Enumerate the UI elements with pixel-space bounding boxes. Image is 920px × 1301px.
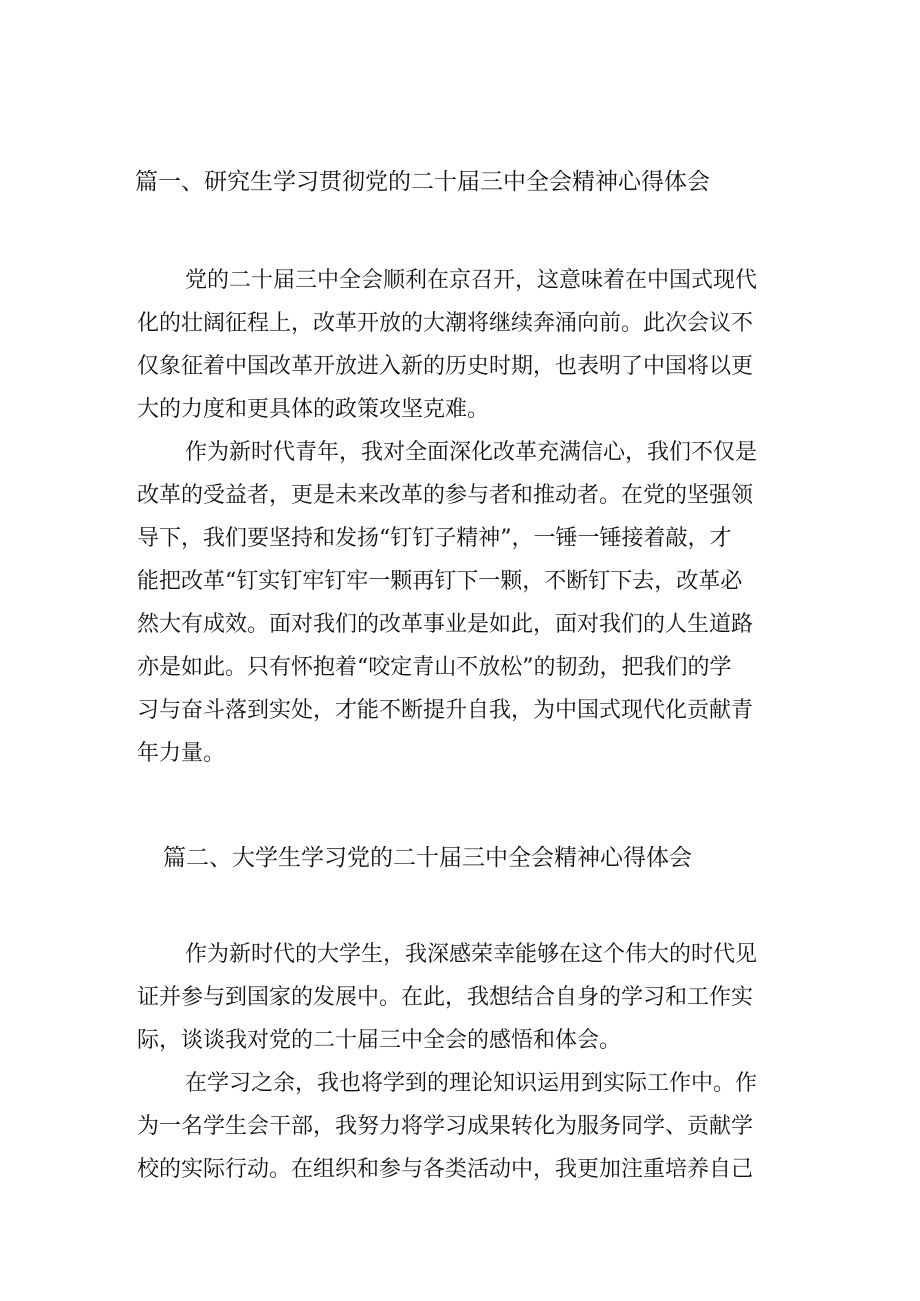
section-1-line: 大的力度和更具体的政策攻坚克难。 xyxy=(137,397,490,422)
section-2-line: 在学习之余，我也将学到的理论知识运用到实际工作中。作 xyxy=(185,1071,758,1096)
section-2-line: 作为新时代的大学生，我深感荣幸能够在这个伟大的时代见 xyxy=(185,942,758,967)
section-2-heading: 篇二、大学生学习党的二十届三中全会精神心得体会 xyxy=(163,845,692,871)
section-1-line: 作为新时代青年，我对全面深化改革充满信心，我们不仅是 xyxy=(185,440,758,465)
section-1-line: 能把改革“钉实钉牢钉牢一颗再钉下一颗，不断钉下去，改革必 xyxy=(137,569,743,594)
section-1-line: 习与奋斗落到实处，才能不断提升自我，为中国式现代化贡献青 xyxy=(137,698,754,723)
section-1-line: 党的二十届三中全会顺利在京召开，这意味着在中国式现代 xyxy=(185,268,758,293)
section-2-line: 为一名学生会干部，我努力将学习成果转化为服务同学、贡献学 xyxy=(137,1114,754,1139)
section-1-line: 年力量。 xyxy=(137,741,226,766)
section-1-line: 亦是如此。只有怀抱着“咬定青山不放松”的韧劲，把我们的学 xyxy=(137,655,732,680)
section-1-heading: 篇一、研究生学习贯彻党的二十届三中全会精神心得体会 xyxy=(135,169,710,195)
section-2-line: 际，谈谈我对党的二十届三中全会的感悟和体会。 xyxy=(137,1028,622,1053)
section-1-line: 改革的受益者，更是未来改革的参与者和推动者。在党的坚强领 xyxy=(137,483,754,508)
section-1-line: 化的壮阔征程上，改革开放的大潮将继续奔涌向前。此次会议不 xyxy=(137,311,754,336)
section-1-line: 导下，我们要坚持和发扬“钉钉子精神”，一锤一锤接着敲，才 xyxy=(137,526,732,551)
section-1-line: 然大有成效。面对我们的改革事业是如此，面对我们的人生道路 xyxy=(137,612,754,637)
section-1-line: 仅象征着中国改革开放进入新的历史时期，也表明了中国将以更 xyxy=(137,354,754,379)
section-2-line: 证并参与到国家的发展中。在此，我想结合自身的学习和工作实 xyxy=(137,985,754,1010)
section-2-line: 校的实际行动。在组织和参与各类活动中，我更加注重培养自己 xyxy=(137,1157,754,1182)
